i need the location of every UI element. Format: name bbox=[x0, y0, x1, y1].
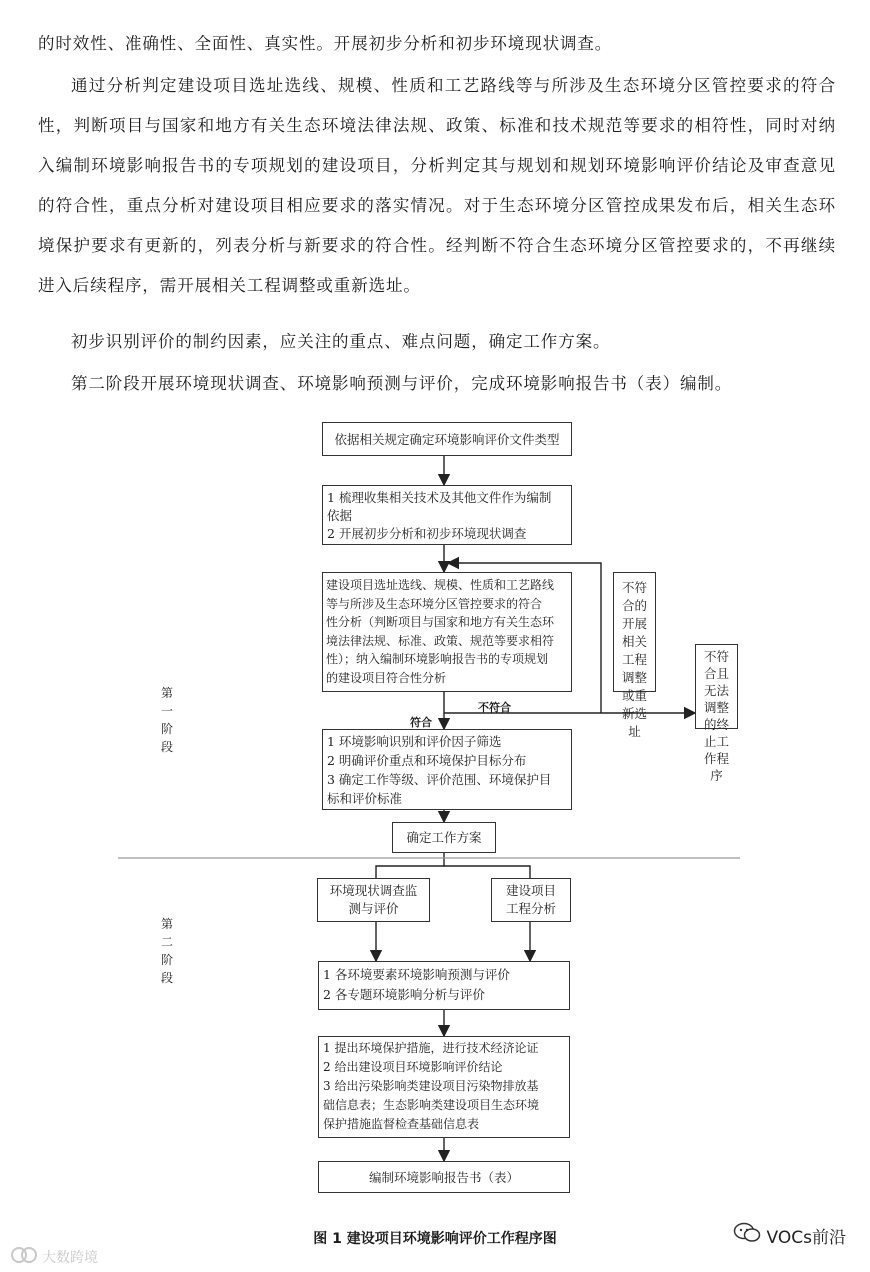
wechat-bubble-icon bbox=[733, 1222, 761, 1249]
box-compliance-analysis: 建设项目选址选线、规模、性质和工艺路线 等与所涉及生态环境分区管控要求的符合 性分析（判断项目与国家和地方有关生态环 境法律法规、标准、政策、规范等要求相符 性）；纳入编制环境影响报告书的专项规划 的建设项目符合性分析 bbox=[322, 572, 572, 692]
brand-name: VOCs前沿 bbox=[766, 1228, 846, 1248]
figure-caption: 图 1 建设项目环境影响评价工作程序图 bbox=[313, 1231, 557, 1247]
paragraph-2: 通过分析判定建设项目选址选线、规模、性质和工艺路线等与所涉及生态环境分区管控要求的符合性，判断项目与国家和地方有关生态环境法律法规、政策、标准和技术规范等要求的相符性，同时对纳入编制环境影响报告书的专项规划的建设项目，分析判定其与规划和规划环境影响评价结论及审查意见的符合性，重点分析对建设项目相应要求的落实情况。对于生态环境分区管控成果发布后，相关生态环境保护要求有更新的，列表分析与新要求的符合性。经判断不符合生态环境分区管控要求的，不再继续进入后续程序，需开展相关工程调整或重新选址。 bbox=[38, 76, 836, 295]
box-work-plan: 确定工作方案 bbox=[392, 822, 496, 853]
box-compile-report: 编制环境影响报告书（表） bbox=[318, 1161, 570, 1193]
watermark-text: 大数跨境 bbox=[42, 1250, 98, 1266]
box-adjust-or-relocate: 不符合的开展相关工程调整或重新选址 bbox=[613, 572, 656, 692]
box-environment-survey: 环境现状调查监测与评价 bbox=[317, 878, 430, 922]
paragraph-4: 第二阶段开展环境现状调查、环境影响预测与评价，完成环境影响报告书（表）编制。 bbox=[71, 374, 733, 393]
stage-1-label: 第一阶段 bbox=[160, 686, 173, 754]
stage-2-label: 第二阶段 bbox=[160, 917, 173, 985]
box-terminate-procedure: 不符合且无法调整的终止工作程序 bbox=[695, 644, 738, 729]
box-collect-documents: 1 梳理收集相关技术及其他文件作为编制 依据 2 开展初步分析和初步环境现状调查 bbox=[322, 485, 572, 545]
box-impact-prediction: 1 各环境要素环境影响预测与评价 2 各专题环境影响分析与评价 bbox=[318, 961, 570, 1010]
box-engineering-analysis: 建设项目工程分析 bbox=[491, 878, 571, 922]
box-impact-identification: 1 环境影响识别和评价因子筛选 2 明确评价重点和环境保护目标分布 3 确定工作等级、评价范围、环境保护目 标和评价标准 bbox=[322, 729, 572, 810]
brand-signature bbox=[733, 1222, 846, 1249]
label-conform: 符合 bbox=[410, 716, 432, 729]
watermark bbox=[10, 1246, 98, 1268]
box-determine-report-type: 依据相关规定确定环境影响评价文件类型 bbox=[322, 422, 572, 456]
box-protection-measures: 1 提出环境保护措施，进行技术经济论证 2 给出建设项目环境影响评价结论 3 给出污染影响类建设项目污染物排放基 础信息表；生态影响类建设项目生态环境 保护措施监督检查基础信息表 bbox=[318, 1036, 570, 1138]
label-not-conform: 不符合 bbox=[478, 701, 511, 714]
paragraph-1: 的时效性、准确性、全面性、真实性。开展初步分析和初步环境现状调查。 bbox=[38, 34, 613, 53]
paragraph-3: 初步识别评价的制约因素，应关注的重点、难点问题，确定工作方案。 bbox=[71, 332, 611, 351]
logo-icon bbox=[10, 1246, 38, 1268]
split-stage2 bbox=[376, 853, 444, 878]
